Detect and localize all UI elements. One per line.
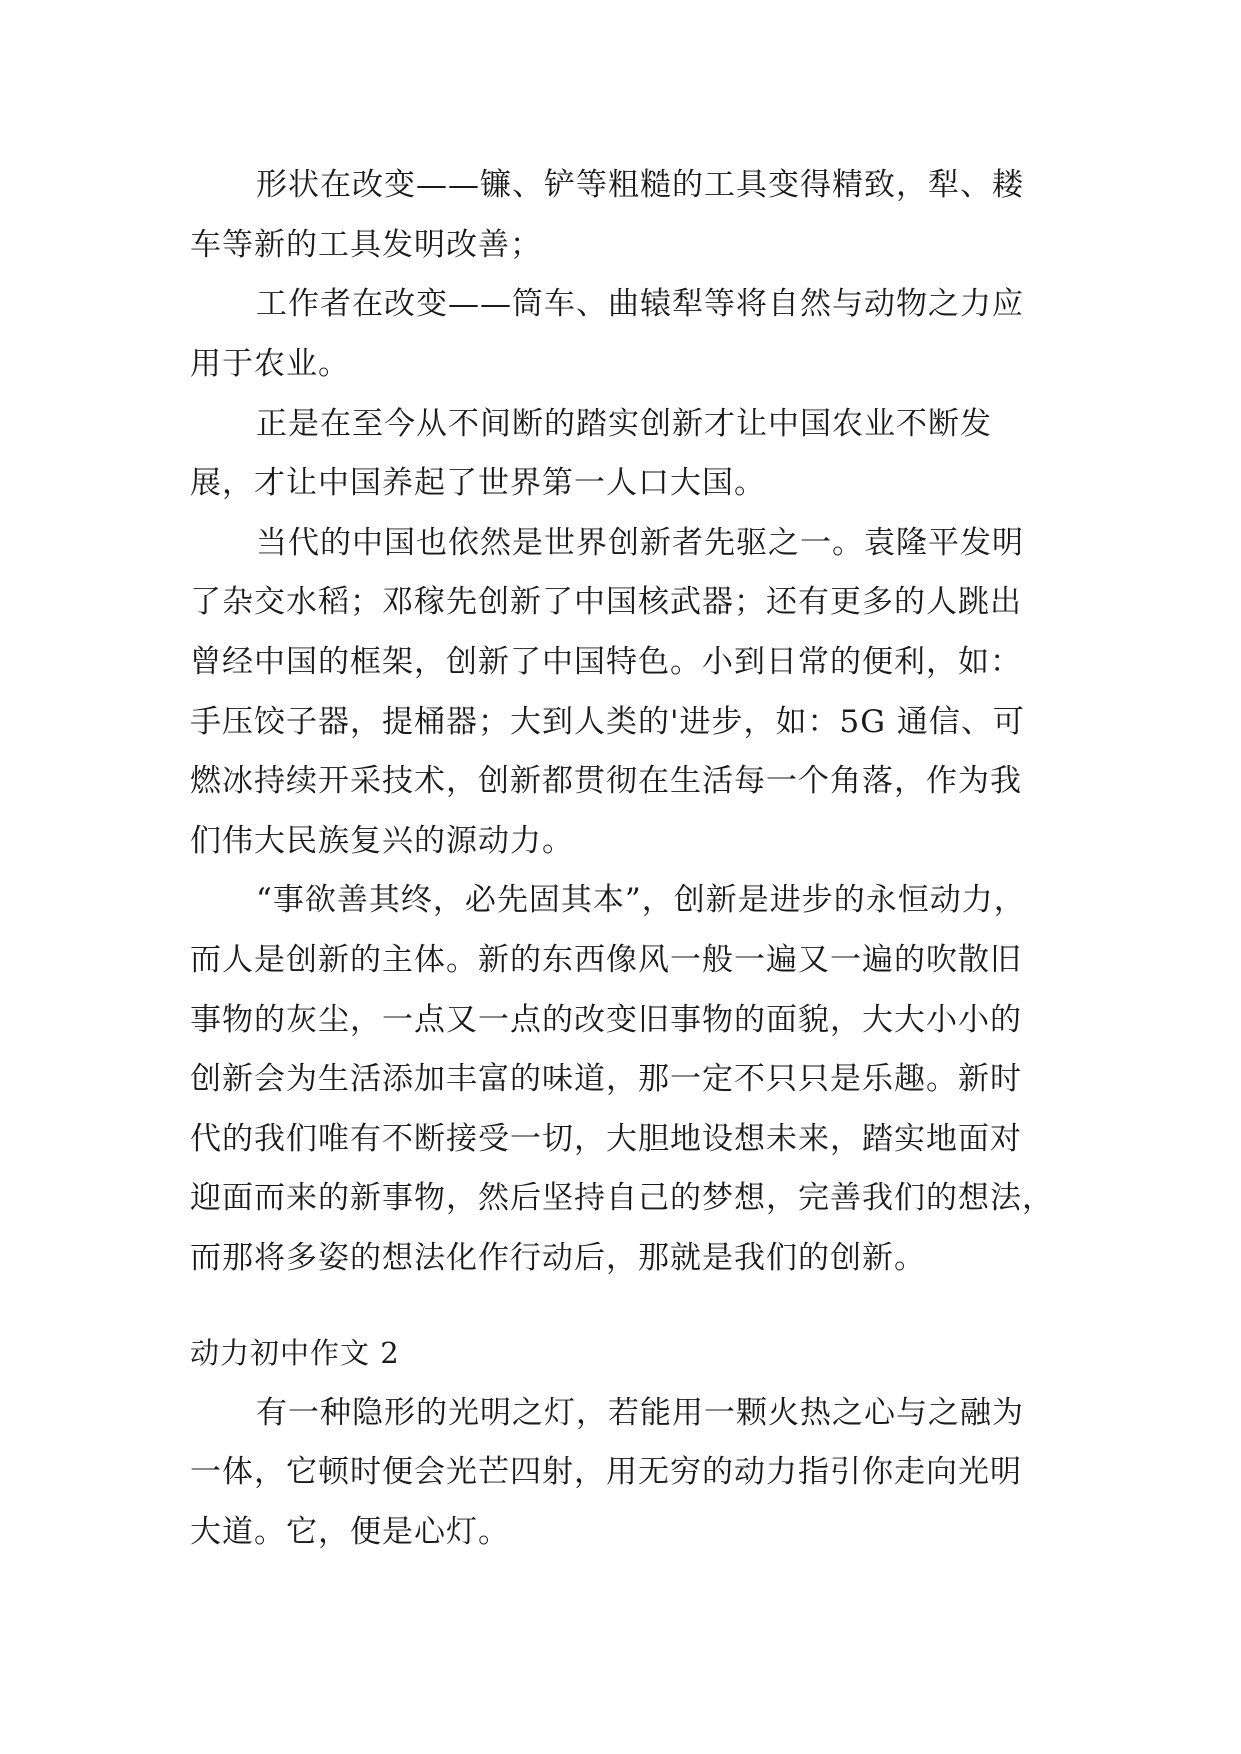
paragraph-line: 用于农业。 xyxy=(190,346,350,382)
section-heading: 动力初中作文 2 xyxy=(190,1336,400,1370)
paragraph-line: 工作者在改变——筒车、曲辕犁等将自然与动物之力应 xyxy=(256,286,1024,322)
paragraph-line: 车等新的工具发明改善； xyxy=(190,227,542,263)
paragraph-line: 手压饺子器，提桶器；大到人类的'进步，如：5G 通信、可 xyxy=(190,704,1025,740)
paragraph-line: 大道。它，便是心灯。 xyxy=(190,1514,510,1550)
paragraph-line: 代的我们唯有不断接受一切，大胆地设想未来，踏实地面对 xyxy=(190,1121,1022,1157)
paragraph-line: 形状在改变——镰、铲等粗糙的工具变得精致，犁、耧 xyxy=(256,167,1024,203)
paragraph-line: 燃冰持续开采技术，创新都贯彻在生活每一个角落，作为我 xyxy=(190,763,1022,799)
paragraph-line: 当代的中国也依然是世界创新者先驱之一。袁隆平发明 xyxy=(256,525,1024,561)
paragraph-line: 而那将多姿的想法化作行动后，那就是我们的创新。 xyxy=(190,1240,926,1276)
paragraph-line: 了杂交水稻；邓稼先创新了中国核武器；还有更多的人跳出 xyxy=(190,584,1022,620)
paragraph-line: 展，才让中国养起了世界第一人口大国。 xyxy=(190,465,766,501)
paragraph-line: 一体，它顿时便会光芒四射，用无穷的动力指引你走向光明 xyxy=(190,1454,1022,1490)
paragraph-line: 而人是创新的主体。新的东西像风一般一遍又一遍的吹散旧 xyxy=(190,942,1022,978)
paragraph-line: 正是在至今从不间断的踏实创新才让中国农业不断发 xyxy=(256,406,992,442)
paragraph-line: 事物的灰尘，一点又一点的改变旧事物的面貌，大大小小的 xyxy=(190,1002,1022,1038)
paragraph-line: 曾经中国的框架，创新了中国特色。小到日常的便利，如： xyxy=(190,644,1022,680)
paragraph-line: “事欲善其终，必先固其本”，创新是进步的永恒动力， xyxy=(256,882,1026,918)
paragraph-line: 有一种隐形的光明之灯，若能用一颗火热之心与之融为 xyxy=(256,1395,1024,1431)
paragraph-line: 们伟大民族复兴的源动力。 xyxy=(190,823,574,859)
paragraph-line: 创新会为生活添加丰富的味道，那一定不只只是乐趣。新时 xyxy=(190,1061,1022,1097)
paragraph-line: 迎面而来的新事物，然后坚持自己的梦想，完善我们的想法， xyxy=(190,1180,1054,1216)
